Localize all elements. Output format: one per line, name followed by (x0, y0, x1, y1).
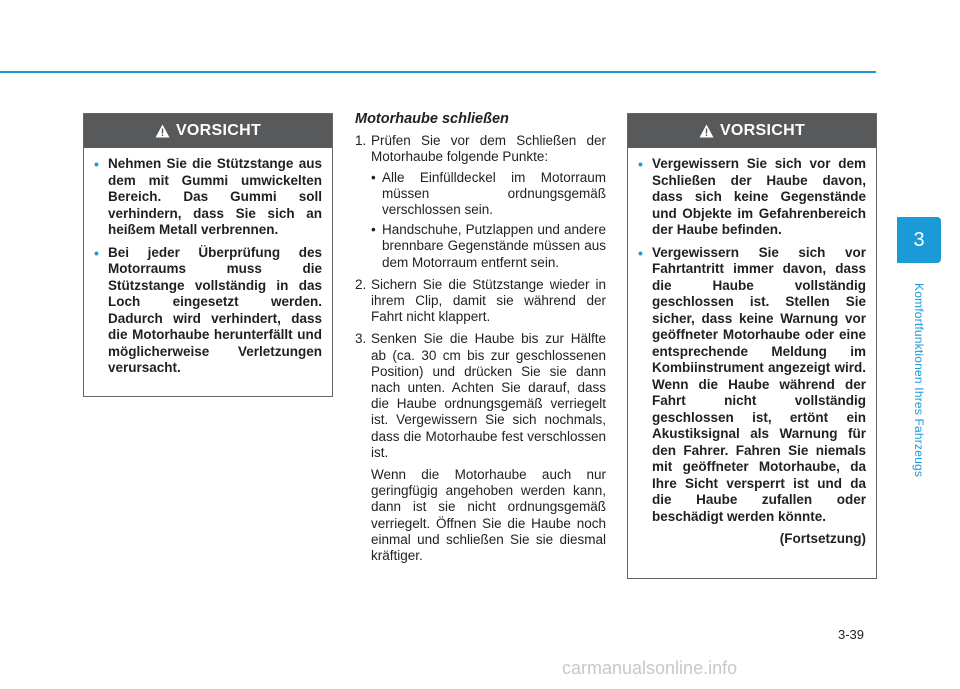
chapter-number: 3 (913, 228, 925, 251)
step-bullet: • Alle Einfülldeckel im Motorraum müssen ordnungsgemäß verschlossen sein. (371, 170, 606, 219)
step-2 (355, 277, 606, 326)
top-rule (0, 71, 876, 73)
instruction-column (355, 111, 606, 564)
step-number: 3. (355, 331, 367, 347)
caution-item: • Nehmen Sie die Stützstange aus dem mit Gummi umwickelten Bereich. Das Gummi soll verhindern, dass Sie sich an heißem Metall verbrennen. (94, 156, 322, 239)
step-note: Wenn die Motorhaube auch nur geringfügig angehoben werden kann, dann ist sie nicht ordnungsgemäß verriegelt. Öffnen Sie die Haube noch einmal und schließen Sie sie diesmal kräftiger. (371, 467, 606, 564)
section-title: Motorhaube schließen (355, 111, 509, 127)
chapter-tab (897, 217, 941, 263)
continued-label: (Fortsetzung) (779, 531, 866, 546)
step-number: 2. (355, 276, 367, 292)
step-1 (355, 133, 606, 271)
step-text: Senken Sie die Haube bis zur Hälfte ab (ca. 30 cm bis zur geschlossenen Position) und drücken Sie sie dann nach unten. Achten Sie darauf, dass die Haube ordnungsgemäß verriegelt ist. Vergewissern Sie sich nochmals, dass die Motorhaube fest verschlossen ist. (371, 331, 606, 460)
caution-header (84, 114, 332, 148)
step-text: Prüfen Sie vor dem Schließen der Motorhaube folgende Punkte: (371, 133, 606, 165)
warning-triangle-icon (155, 124, 170, 138)
chapter-label: Komfortfunktionen Ihres Fahrzeugs (912, 282, 926, 478)
caution-item: • Bei jeder Überprüfung des Motorraums muss die Stützstange vollständig in das Loch eingesetzt werden. Dadurch wird verhindert, dass die Motorhaube herunterfällt und möglicherweise Verletzungen verursacht. (94, 245, 322, 377)
caution-box-left (83, 113, 333, 397)
step-text: Sichern Sie die Stützstange wieder in ihrem Clip, damit sie während der Fahrt nicht klappert. (371, 276, 606, 325)
caution-box-right (627, 113, 877, 579)
caution-label: VORSICHT (719, 122, 806, 139)
step-bullet: • Handschuhe, Putzlappen und andere brennbare Gegenstände müssen aus dem Motorraum entfernt sein. (371, 222, 606, 271)
step-3 (355, 331, 606, 461)
caution-header (628, 114, 876, 148)
caution-item: • Vergewissern Sie sich vor dem Schließen der Haube davon, dass sich keine Gegenstände und Objekte im Gefahrenbereich der Haube befinden. (638, 156, 866, 239)
caution-item: • Vergewissern Sie sich vor Fahrtantritt immer davon, dass die Haube vollständig geschlossen ist. Stellen Sie sicher, dass keine Warnung vor geöffneter Motorhaube oder eine entsprechende Meldung im Kombiinstrument angezeigt wird. Wenn die Haube während der Fahrt nicht vollständig geschlossen ist, ertönt ein Akustiksignal als Warnung für den Fahrer. Fahren Sie niemals mit geöffneter Motorhaube, da Ihre Sicht versperrt ist und da die Haube zufallen oder beschädigt werden könnte. (638, 245, 866, 526)
caution-label: VORSICHT (175, 122, 262, 139)
step-number: 1. (355, 133, 367, 149)
page-number: 3-39 (838, 627, 865, 642)
watermark: carmanualsonline.info (562, 658, 738, 678)
warning-triangle-icon (699, 124, 714, 138)
